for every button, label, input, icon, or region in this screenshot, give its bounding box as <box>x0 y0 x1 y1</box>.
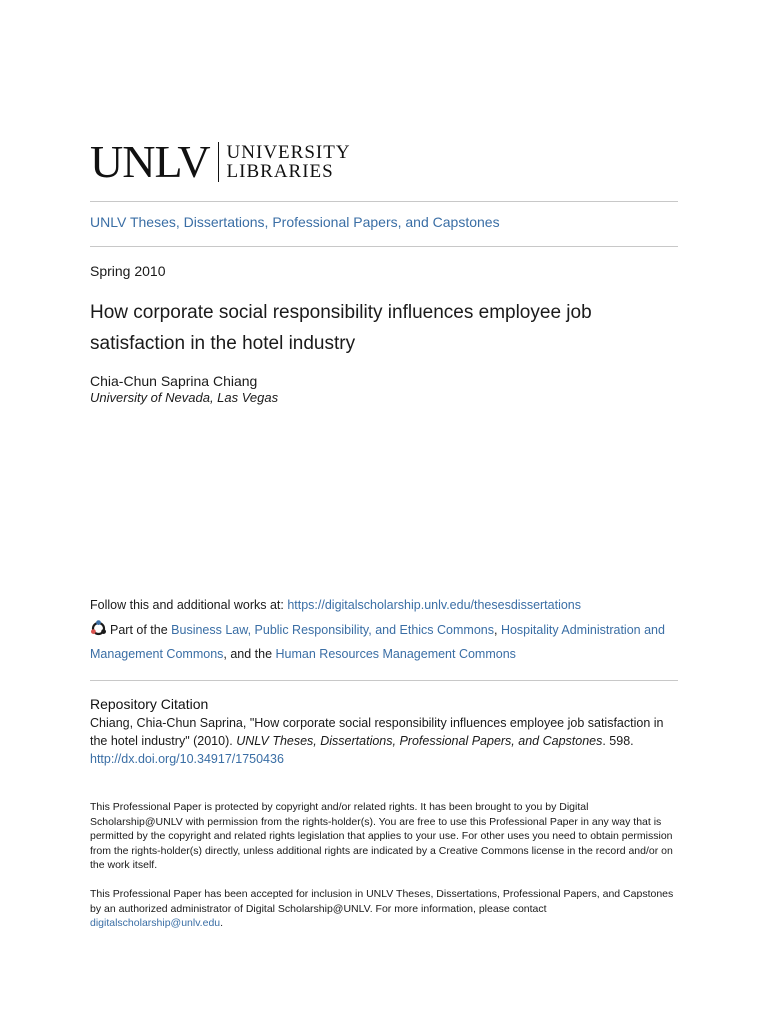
logo-line-libraries: LIBRARIES <box>226 161 334 182</box>
citation-text-b: . 598. <box>602 734 634 748</box>
commons-link-hospitality[interactable]: Hospitality Administration and Management Commons <box>90 623 665 661</box>
follow-line <box>90 598 581 612</box>
acceptance-end: . <box>220 917 224 929</box>
part-of-line <box>90 620 678 665</box>
commons-link-human-resources[interactable]: Human Resources Management Commons <box>275 647 516 661</box>
part-of-label: Part of the <box>110 623 172 637</box>
divider-citation <box>90 680 678 681</box>
logo-wordmark: UNLV <box>90 136 210 187</box>
collection-url-link[interactable]: https://digitalscholarship.unlv.edu/thesesdissertations <box>287 598 582 612</box>
citation-series: UNLV Theses, Dissertations, Professional Papers, and Capstones <box>236 734 603 748</box>
follow-label: Follow this and additional works at: <box>90 598 288 612</box>
publication-date: Spring 2010 <box>90 263 166 279</box>
author-name: Chia-Chun Saprina Chiang <box>90 373 258 389</box>
citation-heading: Repository Citation <box>90 696 209 712</box>
series-link[interactable]: UNLV Theses, Dissertations, Professional Papers, and Capstones <box>90 214 500 230</box>
acceptance-text: This Professional Paper has been accepted for inclusion in UNLV Theses, Dissertations, Professional Papers, and Capstones by an authorized administrator of Digital Scholarship@UNLV. For more information, please contact <box>90 888 674 915</box>
citation-text-a: Chiang, Chia-Chun Saprina, "How corporate social responsibility influences employee job satisfaction in the hotel industry" (2010). <box>90 716 664 748</box>
commons-link-business-law[interactable]: Business Law, Public Responsibility, and Ethics Commons <box>171 623 494 637</box>
doi-link[interactable]: http://dx.doi.org/10.34917/1750436 <box>90 752 284 766</box>
author-affiliation: University of Nevada, Las Vegas <box>90 390 279 405</box>
citation-text <box>90 714 678 768</box>
network-icon <box>90 620 107 644</box>
part-of-separator-1: , <box>494 623 501 637</box>
part-of-separator-2: , and the <box>223 647 276 661</box>
logo-subtitle <box>227 143 351 181</box>
logo-divider <box>218 142 219 182</box>
rights-statement: This Professional Paper is protected by copyright and/or related rights. It has been brought to you by Digital Scholarship@UNLV with permission from the rights-holder(s). You are free to use this Professional Paper in any way that is permitted by the copyright and related rights legislation that applies to your use. For other uses you need to obtain permission from the rights-holder(s) directly, unless additional rights are indicated by a Creative Commons license in the record and/or on the work itself. <box>90 801 673 871</box>
contact-email-link[interactable]: digitalscholarship@unlv.edu <box>90 917 221 929</box>
unlv-libraries-logo <box>90 136 351 187</box>
divider-series <box>90 246 678 247</box>
divider-top <box>90 201 678 202</box>
document-title: How corporate social responsibility influences employee job satisfaction in the hotel industry <box>90 302 592 354</box>
acceptance-statement <box>90 887 678 931</box>
logo-line-university: UNIVERSITY <box>226 142 351 163</box>
